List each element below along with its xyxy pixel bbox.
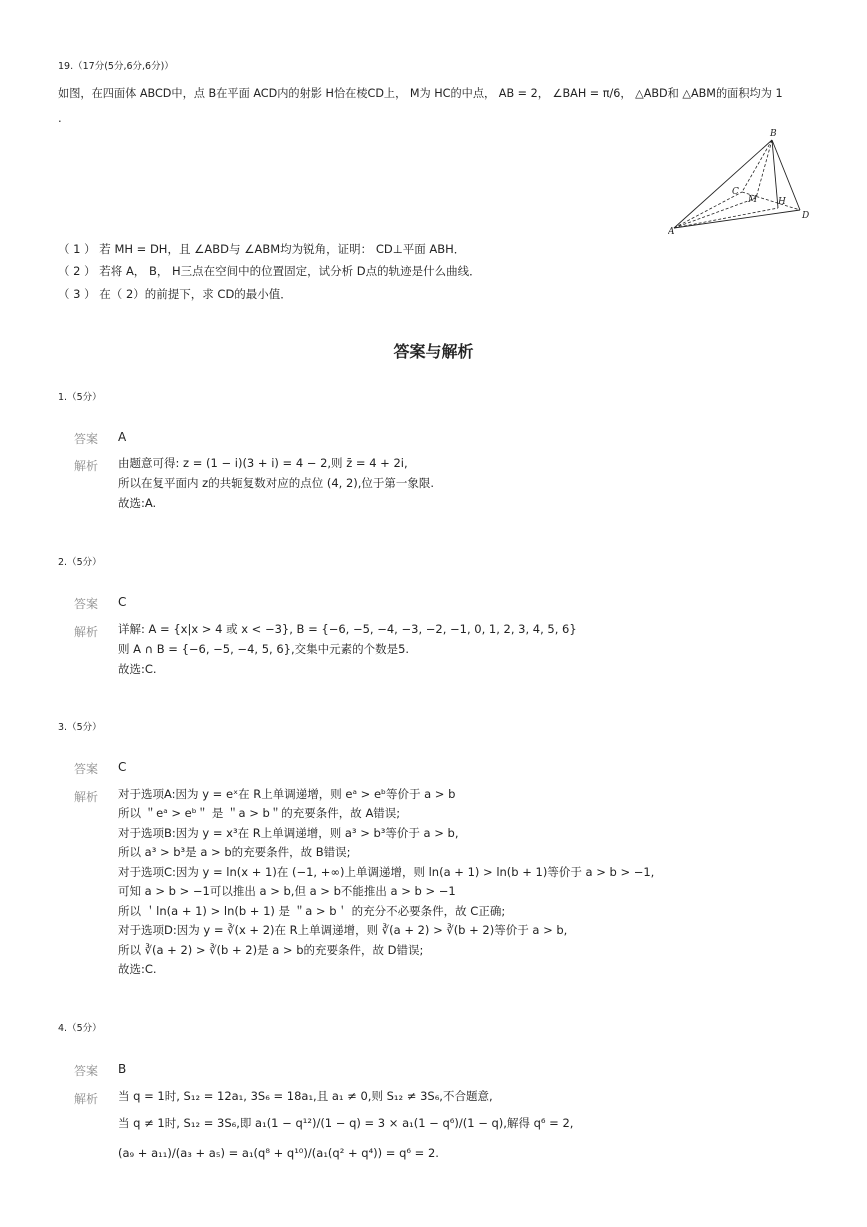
q2-answer-value: C xyxy=(118,595,127,609)
problem-19-part-2: （ 2 ） 若将 A， B， H三点在空间中的位置固定，试分析 D点的轨迹是什么曲线． xyxy=(58,264,481,278)
q1-answer-label: 答案 xyxy=(74,432,99,446)
q4-analysis-label: 解析 xyxy=(74,1092,99,1106)
q4-analysis-line-2: 当 q ≠ 1时, S₁₂ = 3S₆,即 a₁(1 − q¹²)/(1 − q) = 3 × a₁(1 − q⁶)/(1 − q),解得 q⁶ = 2, xyxy=(118,1116,574,1130)
q1-analysis-line-1: 由题意可得: z = (1 − i)(3 + i) = 4 − 2,则 z̄ = 4 + 2i, xyxy=(118,456,408,470)
q4-analysis-line-3: (a₉ + a₁₁)/(a₃ + a₅) = a₁(q⁸ + q¹⁰)/(a₁(q² + q⁴)) = q⁶ = 2. xyxy=(118,1146,439,1160)
q3-analysis-line-5: 对于选项C:因为 y = ln(x + 1)在 (−1, +∞)上单调递增，则 ln(a + 1) > ln(b + 1)等价于 a > b > −1, xyxy=(118,865,655,879)
q3-analysis-line-2: 所以 ＂eᵃ > eᵇ＂ 是 ＂a > b＂的充要条件，故 A错误; xyxy=(118,806,401,820)
q3-answer-label: 答案 xyxy=(74,762,99,776)
problem-19-header: 19.（17分(5分,6分,6分)） xyxy=(58,61,174,72)
label-M: M xyxy=(748,195,758,205)
q2-analysis-line-1: 详解: A = {x|x > 4 或 x < −3}, B = {−6, −5, −4, −3, −2, −1, 0, 1, 2, 3, 4, 5, 6} xyxy=(118,622,577,636)
q3-analysis-line-1: 对于选项A:因为 y = eˣ在 R上单调递增，则 eᵃ > eᵇ等价于 a > b xyxy=(118,787,456,801)
label-A: A xyxy=(668,227,675,236)
q2-analysis-line-3: 故选:C. xyxy=(118,662,157,676)
section-title: 答案与解析 xyxy=(393,342,474,361)
q2-answer-label: 答案 xyxy=(74,597,99,611)
q3-analysis-line-7: 所以 ＇ln(a + 1) > ln(b + 1) 是 ＂a > b＇ 的充分不必要条件，故 C正确; xyxy=(118,904,506,918)
q3-answer-value: C xyxy=(118,760,127,774)
label-B: B xyxy=(770,129,777,139)
q3-analysis-line-6: 可知 a > b > −1可以推出 a > b,但 a > b不能推出 a > b > −1 xyxy=(118,884,456,898)
q3-analysis-line-9: 所以 ∛(a + 2) > ∛(b + 2)是 a > b的充要条件，故 D错误; xyxy=(118,943,424,957)
q1-answer-value: A xyxy=(118,430,127,444)
q3-analysis-line-10: 故选:C. xyxy=(118,962,157,976)
q3-analysis-line-4: 所以 a³ > b³是 a > b的充要条件，故 B错误; xyxy=(118,845,351,859)
problem-19-stem-tail: . xyxy=(58,111,62,125)
label-D: D xyxy=(802,211,810,221)
q2-analysis-line-2: 则 A ∩ B = {−6, −5, −4, 5, 6},交集中元素的个数是5. xyxy=(118,642,410,656)
q4-answer-value: B xyxy=(118,1062,127,1076)
q4-analysis-line-1: 当 q = 1时, S₁₂ = 12a₁, 3S₆ = 18a₁,且 a₁ ≠ 0,则 S₁₂ ≠ 3S₆,不合题意, xyxy=(118,1089,493,1103)
q1-analysis-line-2: 所以在复平面内 z的共轭复数对应的点位 (4, 2),位于第一象限. xyxy=(118,476,435,490)
q4-answer-label: 答案 xyxy=(74,1064,99,1078)
label-H: H xyxy=(778,197,786,207)
tetrahedron-figure xyxy=(668,126,818,236)
q1-analysis-label: 解析 xyxy=(74,459,99,473)
q2-analysis-label: 解析 xyxy=(74,625,99,639)
q3-header: 3.（5分） xyxy=(58,722,102,733)
q3-analysis-line-3: 对于选项B:因为 y = x³在 R上单调递增，则 a³ > b³等价于 a > b, xyxy=(118,826,459,840)
q1-analysis-line-3: 故选:A. xyxy=(118,496,157,510)
q1-header: 1.（5分） xyxy=(58,392,102,403)
q2-header: 2.（5分） xyxy=(58,557,102,568)
q3-analysis-label: 解析 xyxy=(74,790,99,804)
q4-header: 4.（5分） xyxy=(58,1023,102,1034)
q3-analysis-line-8: 对于选项D:因为 y = ∛(x + 2)在 R上单调递增，则 ∛(a + 2) > ∛(b + 2)等价于 a > b, xyxy=(118,923,568,937)
problem-19-part-1: （ 1 ） 若 MH = DH，且 ∠ABD与 ∠ABM均为锐角，证明： CD⊥平面 ABH． xyxy=(58,242,466,256)
problem-19-part-3: （ 3 ） 在（ 2）的前提下，求 CD的最小值． xyxy=(58,287,292,301)
problem-19-stem: 如图，在四面体 ABCD中，点 B在平面 ACD内的射影 H恰在棱CD上， M为 HC的中点， AB = 2， ∠BAH = π/6， △ABD和 △ABM的面积均为 1 xyxy=(58,87,783,100)
label-C: C xyxy=(732,187,739,197)
